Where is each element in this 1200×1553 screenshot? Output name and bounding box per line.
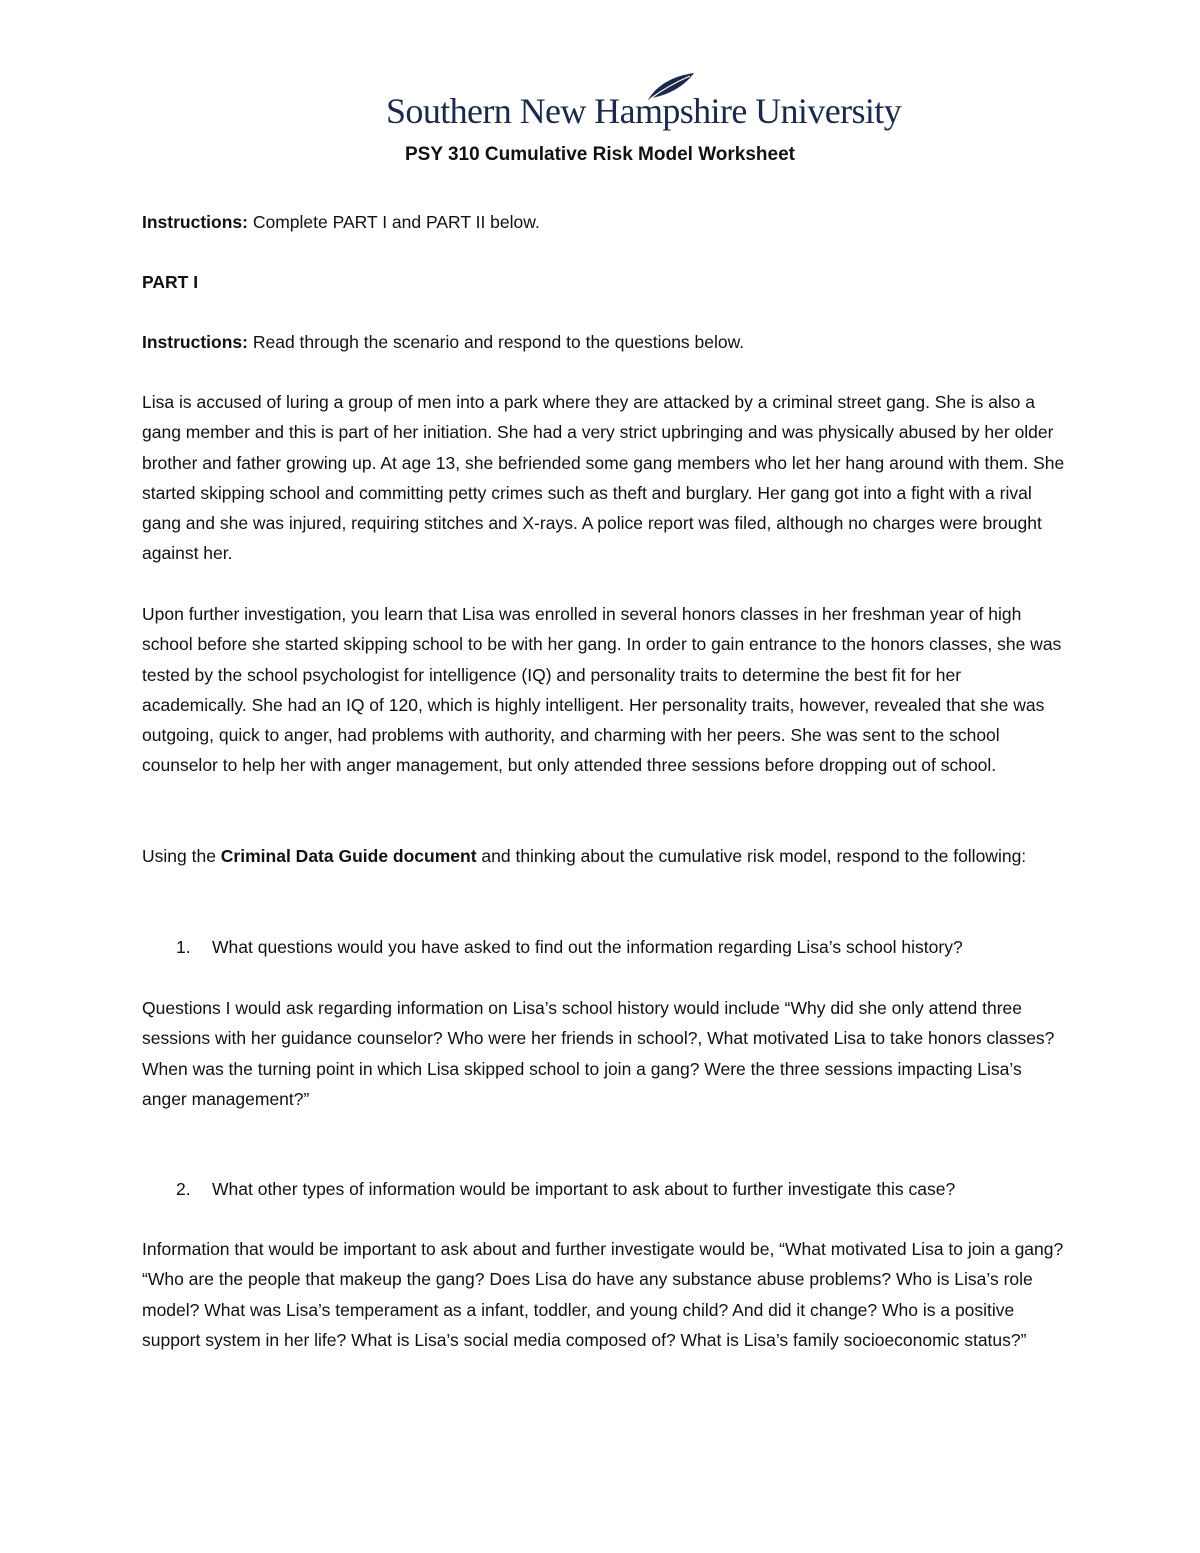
page-title: PSY 310 Cumulative Risk Model Worksheet — [405, 144, 795, 165]
scenario-paragraph-2: Upon further investigation, you learn that Lisa was enrolled in several honors classes in her freshman year of high school before she started skipping school to be with her gang. In order to gain entrance to the honors classes, she was tested by the school psychologist for intelligence (IQ) and personality traits to determine the best fit for her academically. She had an IQ of 120, which is highly intelligent. Her personality traits, however, revealed that she was outgoing, quick to anger, had problems with authority, and charming with her peers. She was sent to the school counselor to help her with anger management, but only attended three sessions before dropping out of school. — [142, 604, 1062, 776]
answer-text: Information that would be important to ask about and further investigate would be, “What motivated Lisa to join a gang? “Who are the people that makeup the gang? Does Lisa do have any substance abuse problems? Who is Lisa’s role model? What was Lisa’s temperament as a infant, toddler, and young child? And did it change? Who is a positive support system in her life? What is Lisa’s social media composed of? What is Lisa’s family socioeconomic status?” — [142, 1239, 1064, 1350]
question-text: What other types of information would be important to ask about to further investigate this case? — [212, 1179, 956, 1199]
response-prompt — [142, 841, 1067, 871]
university-logo — [386, 72, 902, 134]
leaf-icon — [642, 72, 696, 102]
instructions-label: Instructions: — [142, 212, 248, 232]
question-item — [142, 932, 1067, 962]
instructions-part-overview — [142, 207, 1067, 237]
answer-text: Questions I would ask regarding information on Lisa’s school history would include “Why did she only attend three sessions with her guidance counselor? Who were her friends in school?, What motivated Lisa to take honors classes? When was the turning point in which Lisa skipped school to join a gang? Were the three sessions impacting Lisa’s anger management?” — [142, 998, 1055, 1109]
instructions-label: Instructions: — [142, 332, 248, 352]
instructions-part-1 — [142, 327, 1067, 357]
question-number: 1. — [176, 937, 191, 957]
question-number: 2. — [176, 1179, 191, 1199]
question-text: What questions would you have asked to find out the information regarding Lisa’s school history? — [212, 937, 963, 957]
question-item — [142, 1174, 1067, 1204]
instructions-text: Read through the scenario and respond to the questions below. — [247, 332, 745, 352]
criminal-data-guide-reference: Criminal Data Guide document — [220, 846, 477, 866]
prompt-text: Using the — [142, 846, 221, 866]
prompt-text: and thinking about the cumulative risk model, respond to the following: — [476, 846, 1027, 866]
scenario-paragraph-1: Lisa is accused of luring a group of men into a park where they are attacked by a criminal street gang. She is also a gang member and this is part of her initiation. She had a very strict upbringing and was physically abused by her older brother and father growing up. At age 13, she befriended some gang members who let her hang around with them. She started skipping school and committing petty crimes such as theft and burglary. Her gang got into a fight with a rival gang and she was injured, requiring stitches and X-rays. A police report was filed, although no charges were brought against her. — [142, 392, 1065, 564]
instructions-text: Complete PART I and PART II below. — [247, 212, 540, 232]
logo-wordmark: Southern New Hampshire University — [386, 91, 902, 131]
part-heading: PART I — [142, 272, 199, 292]
